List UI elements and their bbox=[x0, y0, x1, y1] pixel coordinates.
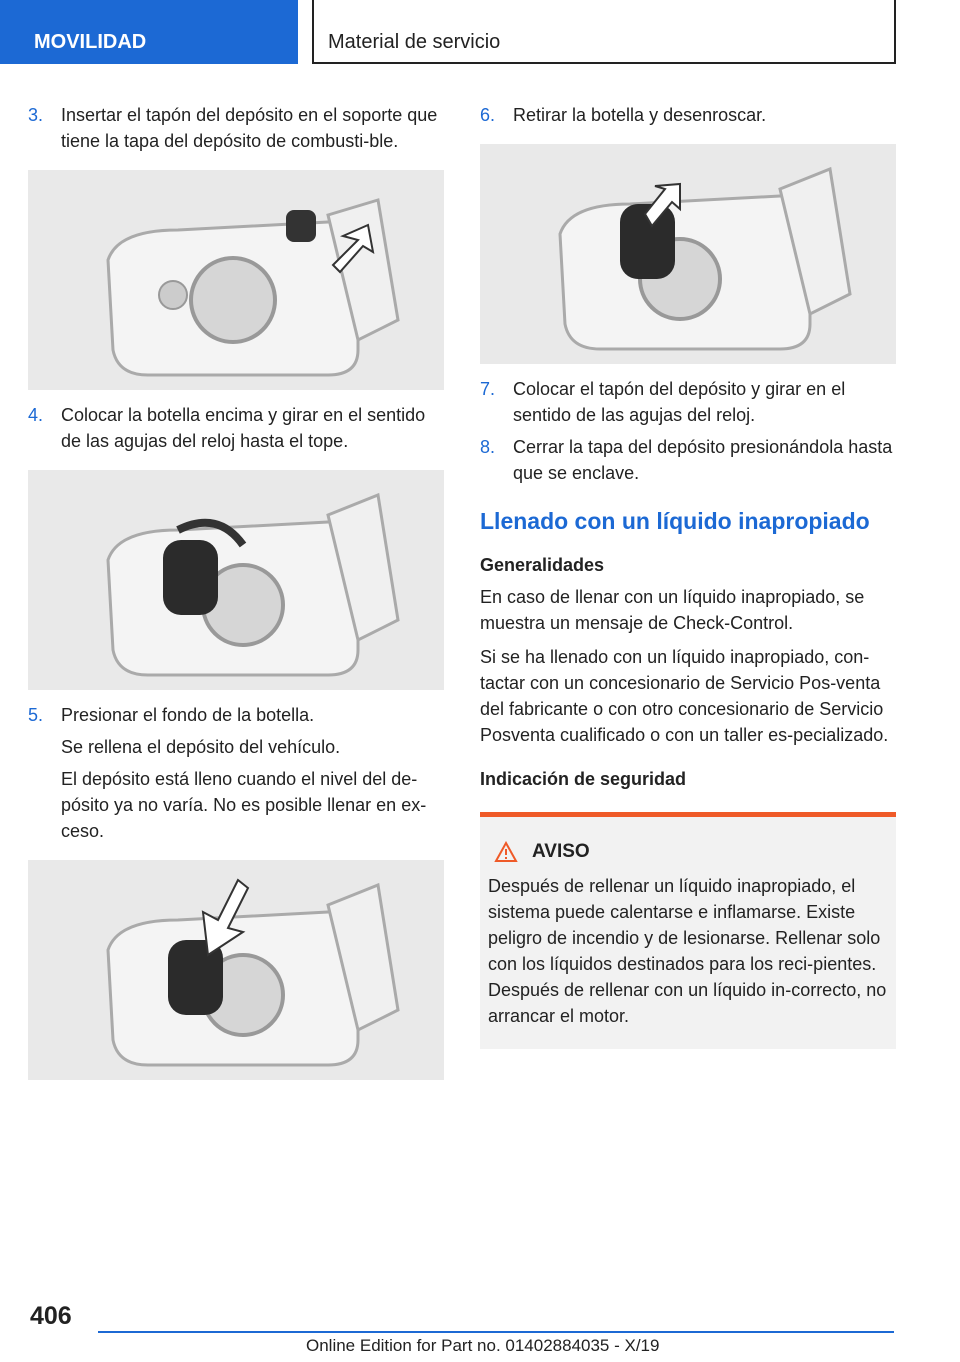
step-text: Insertar el tapón del depósito en el soporte que tiene la tapa del depósito de combusti-ble. bbox=[61, 105, 438, 151]
footer-edition: Online Edition for Part no. 01402884035 - X/19 bbox=[306, 1336, 660, 1355]
warning-header bbox=[488, 839, 888, 865]
section-heading: Llenado con un líquido inapropiado bbox=[480, 508, 870, 534]
section-tab bbox=[0, 0, 298, 64]
step-text: Colocar el tapón del depósito y girar en el sentido de las agujas del reloj. bbox=[513, 379, 846, 425]
warning-title: AVISO bbox=[532, 841, 590, 862]
warning-box bbox=[480, 812, 896, 1049]
step-text: Presionar el fondo de la botella. bbox=[61, 705, 315, 725]
step-text: Colocar la botella encima y girar en el sentido de las agujas del reloj hasta el tope. bbox=[61, 405, 426, 451]
step-number: 4. bbox=[28, 405, 44, 425]
chapter-tab bbox=[312, 0, 896, 64]
step-5-detail-2: El depósito está lleno cuando el nivel del de-pósito ya no varía. No es posible llenar en ex-ceso. bbox=[61, 769, 427, 841]
general-paragraph-2: Si se ha llenado con un líquido inapropiado, con-tactar con un concesionario de Servicio Pos-venta del fabricante o con otro concesionario de Servicio Posventa cualificado o con un taller es-pecializado. bbox=[480, 647, 889, 745]
figure-press-bottle bbox=[28, 860, 444, 1080]
step-text: Cerrar la tapa del depósito presionándola hasta que se enclave. bbox=[513, 437, 893, 483]
warning-text: Después de rellenar un líquido inapropiado, el sistema puede calentarse e inflamarse. Existe peligro de incendio y de lesionarse. Rellenar solo con los líquidos destinados para los reci-pientes. Después de rellenar con un líquido in-correcto, no arrancar el motor. bbox=[488, 876, 887, 1026]
section-label: MOVILIDAD bbox=[34, 31, 147, 53]
step-text: Retirar la botella y desenroscar. bbox=[513, 105, 767, 125]
left-column bbox=[28, 102, 444, 1092]
step-8 bbox=[480, 434, 896, 486]
figure-insert-cap bbox=[28, 170, 444, 390]
right-column bbox=[480, 102, 896, 1049]
step-5 bbox=[28, 702, 444, 728]
footer-rule bbox=[98, 1331, 894, 1333]
figure-place-bottle bbox=[28, 470, 444, 690]
step-7 bbox=[480, 376, 896, 428]
chapter-label: Material de servicio bbox=[328, 31, 501, 53]
step-number: 7. bbox=[480, 379, 496, 399]
step-3 bbox=[28, 102, 444, 154]
step-4 bbox=[28, 402, 444, 454]
step-6 bbox=[480, 102, 896, 128]
safety-title: Indicación de seguridad bbox=[480, 769, 687, 789]
general-paragraph-1: En caso de llenar con un líquido inapropiado, se muestra un mensaje de Check-Control. bbox=[480, 587, 865, 633]
step-number: 3. bbox=[28, 105, 44, 125]
page-number: 406 bbox=[30, 1302, 72, 1330]
step-number: 6. bbox=[480, 105, 496, 125]
step-number: 5. bbox=[28, 705, 44, 725]
step-5-detail-1: Se rellena el depósito del vehículo. bbox=[61, 737, 341, 757]
general-title: Generalidades bbox=[480, 555, 605, 575]
step-number: 8. bbox=[480, 437, 496, 457]
warning-triangle-icon bbox=[494, 841, 518, 863]
figure-remove-bottle bbox=[480, 144, 896, 364]
